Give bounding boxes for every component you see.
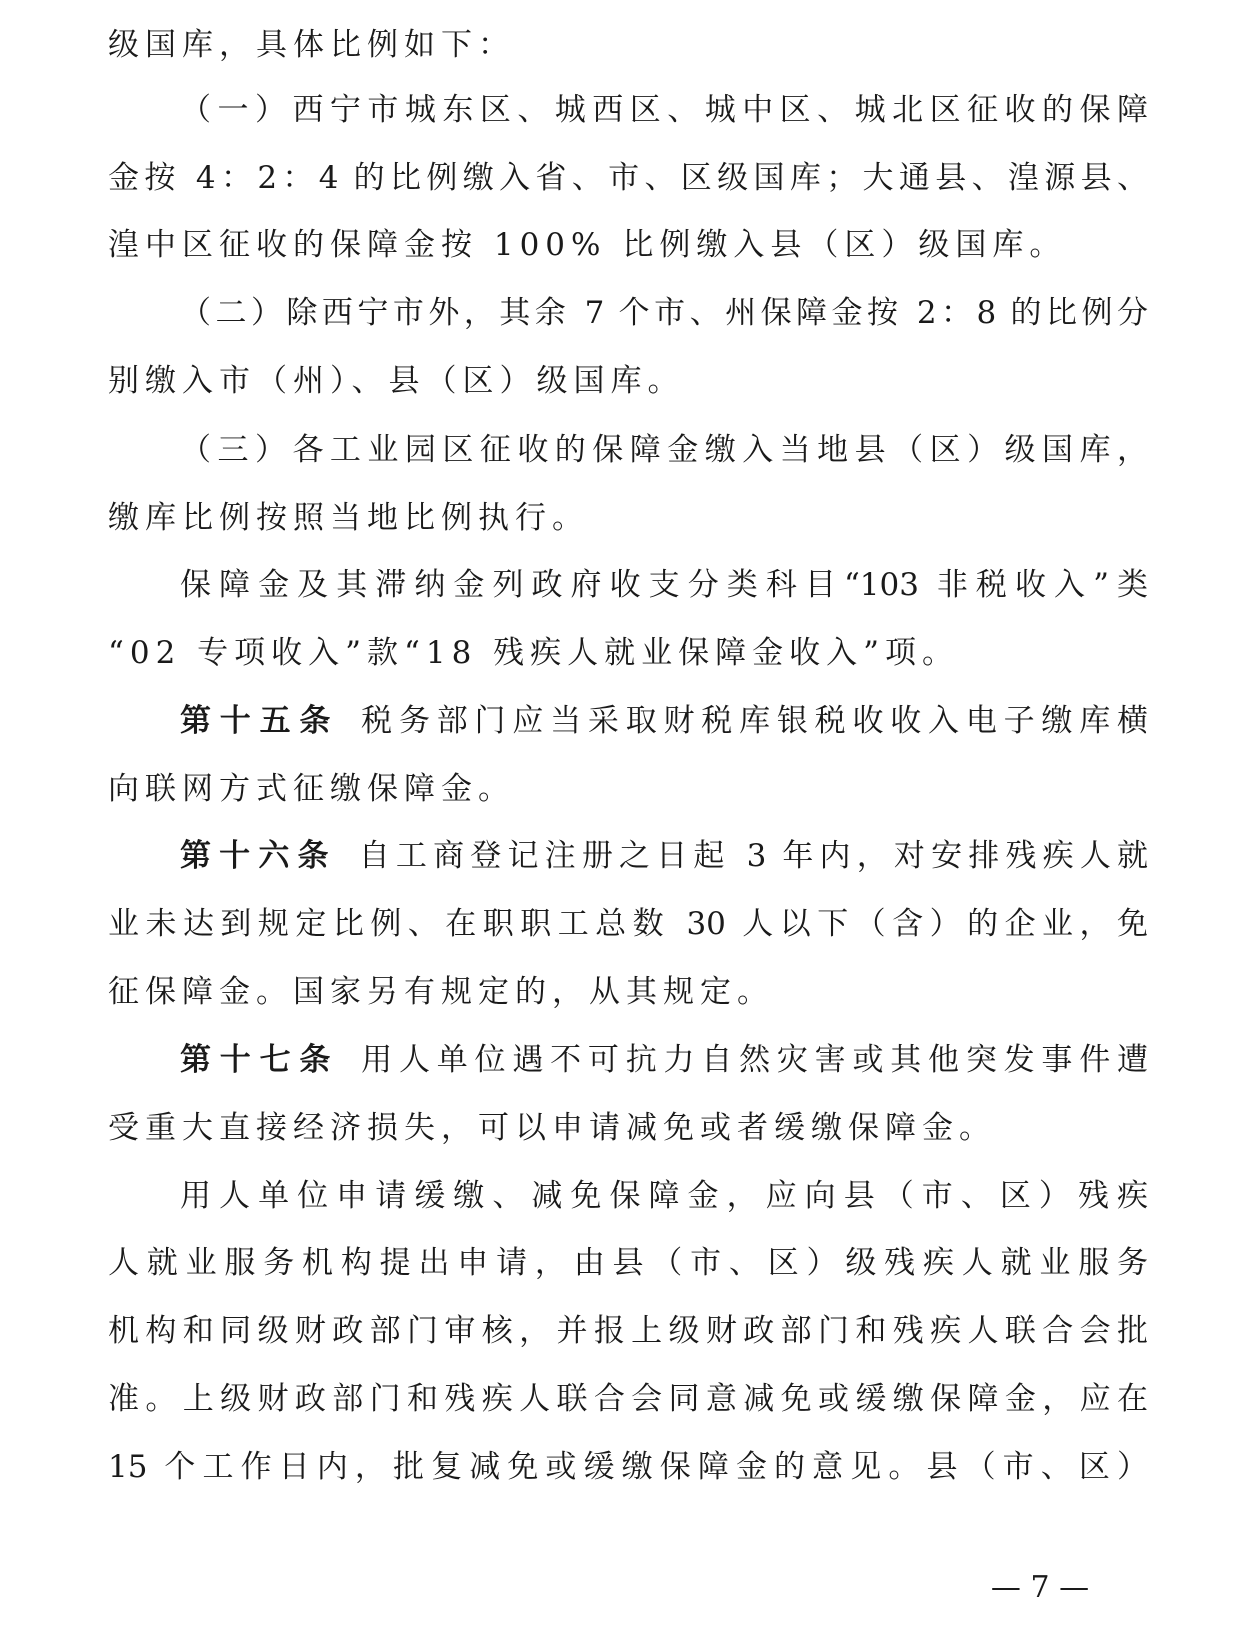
article-heading-17: 第十七条: [180, 1042, 340, 1078]
article-16-line: [180, 836, 1148, 876]
text-line-5: （二）除西宁市外，其余 7 个市、州保障金按 2：8 的比例分: [180, 295, 1148, 331]
text-line-2: （一）西宁市城东区、城西区、城中区、城北区征收的保障: [180, 92, 1148, 128]
text-line-9: 保障金及其滞纳金列政府收支分类科目“103 非税收入”类: [180, 567, 1148, 603]
text-line-17: 受重大直接经济损失，可以申请减免或者缓缴保障金。: [108, 1110, 996, 1146]
text-line-3: 金按 4：2：4 的比例缴入省、市、区级国库；大通县、湟源县、: [108, 160, 1148, 196]
text-line-18: 用人单位申请缓缴、减免保障金，应向县（市、区）残疾: [180, 1178, 1148, 1214]
text-line-8: 缴库比例按照当地比例执行。: [108, 500, 589, 536]
article-heading-15: 第十五条: [180, 703, 340, 739]
text-line-10: “02 专项收入”款“18 残疾人就业保障金收入”项。: [108, 635, 959, 671]
article-15-line: [180, 701, 1148, 741]
article-heading-16: 第十六条: [180, 838, 337, 874]
page-number: — 7 —: [990, 1570, 1090, 1605]
text-line-6: 别缴入市（州）、县（区）级国库。: [108, 363, 685, 399]
article-15-text: 税务部门应当采取财税库银税收收入电子缴库横: [361, 703, 1148, 739]
article-17-text: 用人单位遇不可抗力自然灾害或其他突发事件遭: [361, 1042, 1148, 1078]
text-line-20: 机构和同级财政部门审核，并报上级财政部门和残疾人联合会批: [108, 1313, 1148, 1349]
article-17-line: [180, 1040, 1148, 1080]
article-16-text: 自工商登记注册之日起 3 年内，对安排残疾人就: [358, 838, 1148, 874]
text-line-1: 级国库，具体比例如下：: [108, 27, 515, 63]
text-line-19: 人就业服务机构提出申请，由县（市、区）级残疾人就业服务: [108, 1245, 1148, 1281]
text-line-22: 15 个工作日内，批复减免或缓缴保障金的意见。县（市、区）: [108, 1449, 1148, 1485]
text-line-21: 准。上级财政部门和残疾人联合会同意减免或缓缴保障金，应在: [108, 1381, 1148, 1417]
text-line-12: 向联网方式征缴保障金。: [108, 771, 515, 807]
text-line-7: （三）各工业园区征收的保障金缴入当地县（区）级国库，: [180, 432, 1148, 468]
text-line-4: 湟中区征收的保障金按 100% 比例缴入县（区）级国库。: [108, 227, 1067, 263]
text-line-15: 征保障金。国家另有规定的，从其规定。: [108, 974, 774, 1010]
text-line-14: 业未达到规定比例、在职职工总数 30 人以下（含）的企业，免: [108, 906, 1148, 942]
